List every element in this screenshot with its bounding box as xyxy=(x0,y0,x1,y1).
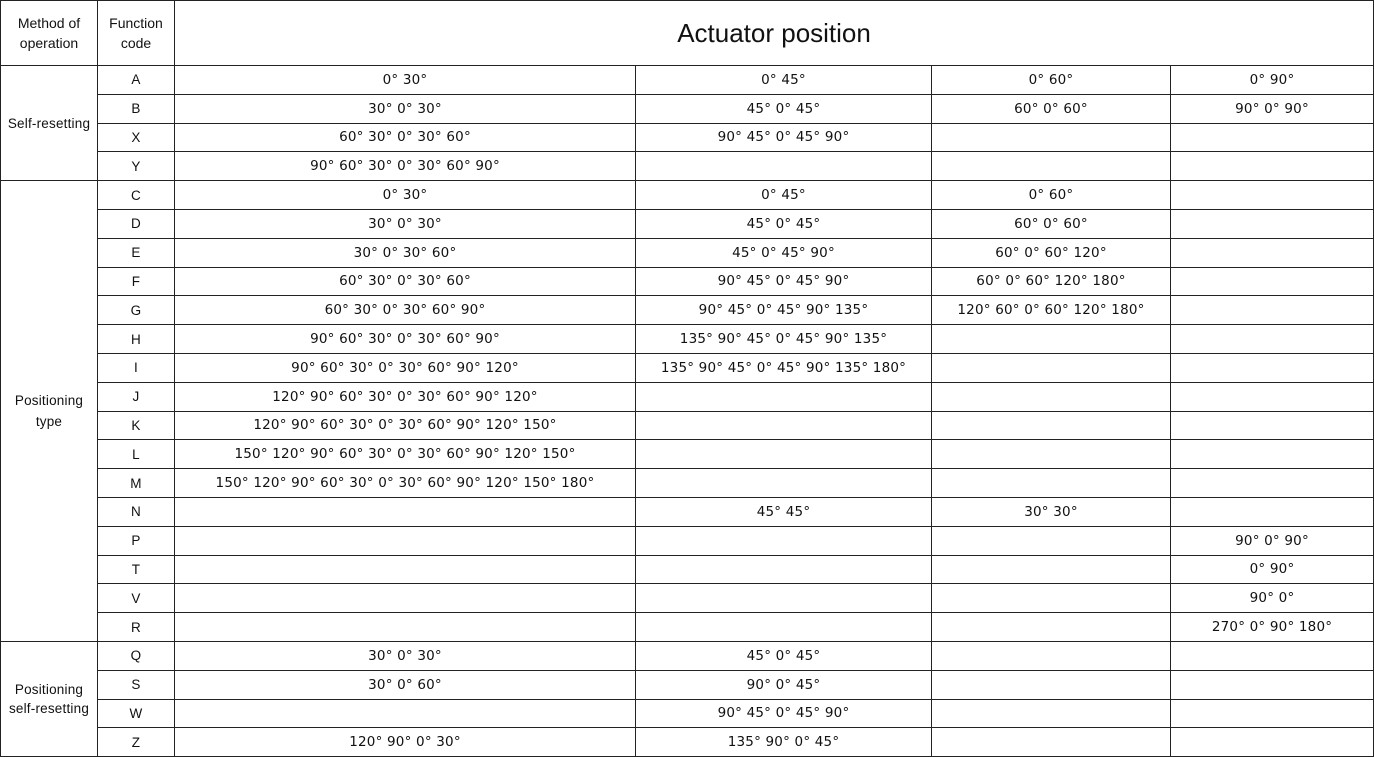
position-cell-col4 xyxy=(1171,181,1374,210)
position-cell-col3 xyxy=(932,469,1171,498)
function-code-cell: B xyxy=(98,94,175,123)
position-cell-col4 xyxy=(1171,670,1374,699)
function-code-cell: R xyxy=(98,613,175,642)
position-cell-col2 xyxy=(636,613,932,642)
group-positioning-type xyxy=(1,181,98,642)
position-cell-col2: 45° 0° 45° xyxy=(636,209,932,238)
position-cell-col2 xyxy=(636,526,932,555)
function-code-cell: C xyxy=(98,181,175,210)
position-cell-col2: 45° 0° 45° 90° xyxy=(636,238,932,267)
position-cell-col2: 135° 90° 0° 45° xyxy=(636,728,932,757)
position-cell-col4 xyxy=(1171,123,1374,152)
table-row xyxy=(1,613,1374,642)
position-cell-col1: 120° 90° 60° 30° 0° 30° 60° 90° 120° xyxy=(175,382,636,411)
position-cell-col1: 90° 60° 30° 0° 30° 60° 90° xyxy=(175,325,636,354)
table-row xyxy=(1,353,1374,382)
group-self-resetting xyxy=(1,66,98,181)
function-code-cell: A xyxy=(98,66,175,95)
position-cell-col2: 45° 45° xyxy=(636,497,932,526)
position-cell-col2 xyxy=(636,152,932,181)
position-cell-col1: 60° 30° 0° 30° 60° 90° xyxy=(175,296,636,325)
table-row xyxy=(1,440,1374,469)
table-body xyxy=(1,66,1374,757)
position-cell-col3: 30° 30° xyxy=(932,497,1171,526)
position-cell-col4: 90° 0° xyxy=(1171,584,1374,613)
position-cell-col3 xyxy=(932,325,1171,354)
position-cell-col4 xyxy=(1171,267,1374,296)
function-code-cell: W xyxy=(98,699,175,728)
table-row xyxy=(1,66,1374,95)
function-code-cell: K xyxy=(98,411,175,440)
position-cell-col3 xyxy=(932,353,1171,382)
function-code-cell: Y xyxy=(98,152,175,181)
function-code-cell: I xyxy=(98,353,175,382)
position-cell-col1 xyxy=(175,584,636,613)
position-cell-col4 xyxy=(1171,382,1374,411)
position-cell-col4: 0° 90° xyxy=(1171,555,1374,584)
table-row xyxy=(1,584,1374,613)
position-cell-col1: 90° 60° 30° 0° 30° 60° 90° 120° xyxy=(175,353,636,382)
position-cell-col1: 0° 30° xyxy=(175,181,636,210)
position-cell-col3 xyxy=(932,440,1171,469)
position-cell-col3: 60° 0° 60° 120° 180° xyxy=(932,267,1171,296)
table-row xyxy=(1,152,1374,181)
method-header-line1: Method of xyxy=(17,15,81,31)
position-cell-col1: 60° 30° 0° 30° 60° xyxy=(175,123,636,152)
position-cell-col4: 270° 0° 90° 180° xyxy=(1171,613,1374,642)
function-code-cell: J xyxy=(98,382,175,411)
position-cell-col1: 30° 0° 30° xyxy=(175,209,636,238)
position-cell-col2 xyxy=(636,555,932,584)
position-cell-col4 xyxy=(1171,325,1374,354)
position-cell-col3 xyxy=(932,728,1171,757)
position-cell-col2: 0° 45° xyxy=(636,181,932,210)
function-code-cell: X xyxy=(98,123,175,152)
position-cell-col3 xyxy=(932,699,1171,728)
position-cell-col2 xyxy=(636,382,932,411)
position-cell-col1: 150° 120° 90° 60° 30° 0° 30° 60° 90° 120° 150° 180° xyxy=(175,469,636,498)
table-row xyxy=(1,526,1374,555)
position-cell-col4 xyxy=(1171,469,1374,498)
position-cell-col1: 60° 30° 0° 30° 60° xyxy=(175,267,636,296)
code-header-line2: code xyxy=(120,35,152,51)
position-cell-col2: 45° 0° 45° xyxy=(636,641,932,670)
position-cell-col2: 45° 0° 45° xyxy=(636,94,932,123)
position-cell-col4: 90° 0° 90° xyxy=(1171,94,1374,123)
group-label-line: Self-resetting xyxy=(7,115,91,131)
group-label-line: Positioning xyxy=(14,393,84,409)
position-cell-col1: 30° 0° 60° xyxy=(175,670,636,699)
position-cell-col1 xyxy=(175,613,636,642)
position-cell-col4 xyxy=(1171,440,1374,469)
position-cell-col4: 90° 0° 90° xyxy=(1171,526,1374,555)
position-cell-col3: 60° 0° 60° xyxy=(932,94,1171,123)
function-code-cell: F xyxy=(98,267,175,296)
actuator-position-header: Actuator position xyxy=(175,1,1374,66)
position-cell-col2 xyxy=(636,469,932,498)
position-cell-col4 xyxy=(1171,296,1374,325)
function-code-cell: S xyxy=(98,670,175,699)
position-cell-col2 xyxy=(636,411,932,440)
header-row xyxy=(1,1,1374,66)
function-code-cell: M xyxy=(98,469,175,498)
position-cell-col1: 120° 90° 0° 30° xyxy=(175,728,636,757)
position-cell-col4: 0° 90° xyxy=(1171,66,1374,95)
function-code-cell: L xyxy=(98,440,175,469)
function-code-cell: P xyxy=(98,526,175,555)
method-header-line2: operation xyxy=(19,35,79,51)
position-cell-col3 xyxy=(932,555,1171,584)
position-cell-col3 xyxy=(932,526,1171,555)
function-code-cell: G xyxy=(98,296,175,325)
table-row xyxy=(1,670,1374,699)
position-cell-col1: 120° 90° 60° 30° 0° 30° 60° 90° 120° 150° xyxy=(175,411,636,440)
table-row xyxy=(1,699,1374,728)
table-row xyxy=(1,181,1374,210)
position-cell-col1: 30° 0° 30° xyxy=(175,641,636,670)
position-cell-col2 xyxy=(636,440,932,469)
position-cell-col3 xyxy=(932,613,1171,642)
position-cell-col4 xyxy=(1171,209,1374,238)
table-row xyxy=(1,267,1374,296)
position-cell-col1: 30° 0° 30° xyxy=(175,94,636,123)
position-cell-col2: 135° 90° 45° 0° 45° 90° 135° 180° xyxy=(636,353,932,382)
position-cell-col1 xyxy=(175,699,636,728)
position-cell-col1: 30° 0° 30° 60° xyxy=(175,238,636,267)
position-cell-col1: 0° 30° xyxy=(175,66,636,95)
group-label-line: self-resetting xyxy=(8,701,90,717)
position-cell-col2: 90° 45° 0° 45° 90° xyxy=(636,267,932,296)
position-cell-col2: 135° 90° 45° 0° 45° 90° 135° xyxy=(636,325,932,354)
table-row xyxy=(1,382,1374,411)
method-of-operation-header xyxy=(1,1,98,66)
code-header-line1: Function xyxy=(109,15,163,31)
position-cell-col2: 90° 45° 0° 45° 90° xyxy=(636,699,932,728)
table-row xyxy=(1,94,1374,123)
table-row xyxy=(1,238,1374,267)
function-code-cell: D xyxy=(98,209,175,238)
table-row xyxy=(1,555,1374,584)
position-cell-col3: 120° 60° 0° 60° 120° 180° xyxy=(932,296,1171,325)
position-cell-col2 xyxy=(636,584,932,613)
table-row xyxy=(1,296,1374,325)
position-cell-col3 xyxy=(932,670,1171,699)
position-cell-col1 xyxy=(175,497,636,526)
position-cell-col4 xyxy=(1171,353,1374,382)
function-code-cell: Q xyxy=(98,641,175,670)
table-row xyxy=(1,728,1374,757)
position-cell-col4 xyxy=(1171,728,1374,757)
position-cell-col1: 90° 60° 30° 0° 30° 60° 90° xyxy=(175,152,636,181)
position-cell-col3: 0° 60° xyxy=(932,181,1171,210)
function-code-cell: V xyxy=(98,584,175,613)
position-cell-col3 xyxy=(932,123,1171,152)
position-cell-col4 xyxy=(1171,497,1374,526)
position-cell-col3: 0° 60° xyxy=(932,66,1171,95)
position-cell-col3 xyxy=(932,411,1171,440)
position-cell-col3 xyxy=(932,641,1171,670)
position-cell-col1 xyxy=(175,555,636,584)
position-cell-col4 xyxy=(1171,641,1374,670)
position-cell-col2: 90° 45° 0° 45° 90° xyxy=(636,123,932,152)
table-row xyxy=(1,209,1374,238)
position-cell-col4 xyxy=(1171,411,1374,440)
function-code-cell: T xyxy=(98,555,175,584)
function-code-header xyxy=(98,1,175,66)
position-cell-col4 xyxy=(1171,699,1374,728)
position-cell-col2: 0° 45° xyxy=(636,66,932,95)
table-row xyxy=(1,469,1374,498)
position-cell-col3 xyxy=(932,584,1171,613)
table-row xyxy=(1,411,1374,440)
position-cell-col2: 90° 0° 45° xyxy=(636,670,932,699)
position-cell-col4 xyxy=(1171,238,1374,267)
position-cell-col3 xyxy=(932,382,1171,411)
function-code-cell: H xyxy=(98,325,175,354)
position-cell-col1: 150° 120° 90° 60° 30° 0° 30° 60° 90° 120° 150° xyxy=(175,440,636,469)
position-cell-col3: 60° 0° 60° xyxy=(932,209,1171,238)
table-row xyxy=(1,497,1374,526)
group-label-line: type xyxy=(35,414,63,430)
position-cell-col2: 90° 45° 0° 45° 90° 135° xyxy=(636,296,932,325)
table-row xyxy=(1,641,1374,670)
function-code-cell: Z xyxy=(98,728,175,757)
position-cell-col3: 60° 0° 60° 120° xyxy=(932,238,1171,267)
position-cell-col3 xyxy=(932,152,1171,181)
function-code-cell: N xyxy=(98,497,175,526)
group-positioning-self-resetting xyxy=(1,641,98,756)
table-row xyxy=(1,325,1374,354)
function-code-cell: E xyxy=(98,238,175,267)
position-cell-col4 xyxy=(1171,152,1374,181)
table-row xyxy=(1,123,1374,152)
group-label-line: Positioning xyxy=(14,682,84,698)
position-cell-col1 xyxy=(175,526,636,555)
